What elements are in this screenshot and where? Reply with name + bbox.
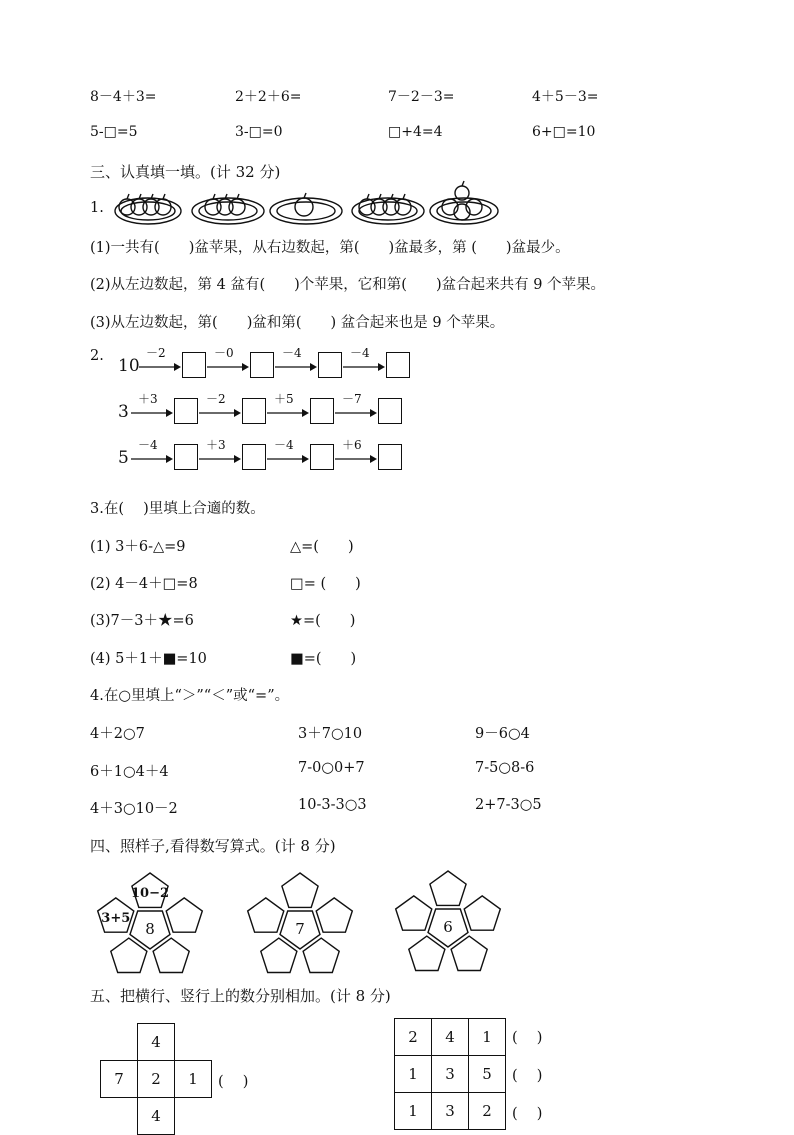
petal-pentagon[interactable]	[248, 898, 284, 932]
grid-answer-paren: ( )	[512, 1030, 543, 1046]
calc-item: 6+□=10	[532, 124, 596, 140]
arrow-icon	[130, 452, 174, 466]
chain-op-label: －4	[350, 346, 370, 360]
chain-op-label: －0	[214, 346, 234, 360]
cross-answer-paren: ( )	[218, 1074, 249, 1090]
q3-eq-3: (3)7－3＋★=6	[90, 613, 194, 629]
arrow-icon	[266, 452, 310, 466]
q4-item: 9－6○4	[475, 726, 530, 742]
grid-cell: 3	[431, 1055, 469, 1093]
answer-box[interactable]	[310, 398, 334, 424]
q3-answer-2: □= ( )	[290, 576, 361, 592]
arrow-icon	[198, 406, 242, 420]
petal-pentagon[interactable]	[430, 871, 466, 905]
arrow-icon	[138, 360, 182, 374]
chain-start-number: 10	[118, 356, 140, 376]
grid-answer-paren: ( )	[512, 1106, 543, 1122]
grid-cell: 5	[468, 1055, 506, 1093]
grid-cell: 2	[468, 1092, 506, 1130]
q3-answer-3: ★=( )	[290, 613, 356, 629]
q4-item: 7-0○0+7	[298, 760, 365, 776]
section4-title: 四、照样子,看得数写算式。(计 8 分)	[90, 837, 336, 855]
answer-box[interactable]	[174, 398, 198, 424]
arrow-icon	[274, 360, 318, 374]
chain-op-label: －4	[282, 346, 302, 360]
q4-item: 6＋1○4＋4	[90, 764, 169, 780]
answer-box[interactable]	[250, 352, 274, 378]
section3-title: 三、认真填一填。(计 32 分)	[90, 163, 281, 181]
petal-pentagon[interactable]	[396, 896, 432, 930]
center-number: 8	[145, 920, 155, 938]
chain-op-label: ＋3	[206, 438, 226, 452]
chain-start-number: 3	[118, 402, 129, 422]
chain-start-number: 5	[118, 448, 129, 468]
grid-cell: 1	[394, 1092, 432, 1130]
answer-box[interactable]	[310, 444, 334, 470]
q4-item: 2+7-3○5	[475, 797, 542, 813]
petal-expression: 10−2	[130, 886, 170, 901]
q3-eq-1: (1) 3＋6-△=9	[90, 539, 186, 555]
section5-title: 五、把横行、竖行上的数分别相加。(计 8 分)	[90, 987, 391, 1005]
cross-cell-top: 4	[137, 1023, 175, 1061]
answer-box[interactable]	[386, 352, 410, 378]
calc-item: □+4=4	[388, 124, 443, 140]
q1-line-2: (2)从左边数起，第 4 盆有( )个苹果，它和第( )盆合起来共有 9 个苹果。	[90, 277, 606, 293]
arrow-icon	[342, 360, 386, 374]
chain-op-label: －7	[342, 392, 362, 406]
q4-item: 7-5○8-6	[475, 760, 535, 776]
q3-eq-2: (2) 4－4＋□=8	[90, 576, 198, 592]
q4-item: 4＋2○7	[90, 726, 145, 742]
cross-cell-left: 7	[100, 1060, 138, 1098]
q3-title: 3.在( )里填上合適的数。	[90, 501, 265, 517]
q3-eq-4: (4) 5＋1＋■=10	[90, 651, 207, 667]
grid-cell: 4	[431, 1018, 469, 1056]
calc-item: 5-□=5	[90, 124, 138, 140]
chain-op-label: ＋5	[274, 392, 294, 406]
grid-answer-paren: ( )	[512, 1068, 543, 1084]
answer-box[interactable]	[174, 444, 198, 470]
calc-item: 4＋5－3=	[532, 89, 599, 105]
calc-item: 7－2－3=	[388, 89, 455, 105]
petal-pentagon[interactable]	[316, 898, 352, 932]
q4-item: 10-3-3○3	[298, 797, 367, 813]
grid-cell: 2	[394, 1018, 432, 1056]
cross-cell-right: 1	[174, 1060, 212, 1098]
chain-op-label: －4	[138, 438, 158, 452]
cross-cell-center: 2	[137, 1060, 175, 1098]
grid-cell: 1	[468, 1018, 506, 1056]
arrow-icon	[266, 406, 310, 420]
arrow-icon	[334, 452, 378, 466]
center-number: 7	[295, 920, 305, 938]
q4-item: 3＋7○10	[298, 726, 363, 742]
chain-op-label: ＋6	[342, 438, 362, 452]
petal-pentagon[interactable]	[282, 873, 318, 907]
calc-item: 8－4＋3=	[90, 89, 157, 105]
answer-box[interactable]	[378, 398, 402, 424]
calc-item: 2＋2＋6=	[235, 89, 302, 105]
arrow-icon	[206, 360, 250, 374]
cross-cell-bottom: 4	[137, 1097, 175, 1135]
q4-item: 4＋3○10－2	[90, 801, 178, 817]
center-number: 6	[443, 918, 453, 936]
apple-plates-illustration	[110, 180, 500, 228]
q2-number: 2.	[90, 348, 104, 364]
chain-op-label: －4	[274, 438, 294, 452]
calc-item: 3-□=0	[235, 124, 283, 140]
q1-line-3: (3)从左边数起，第( )盆和第( ) 盆合起来也是 9 个苹果。	[90, 315, 505, 331]
answer-box[interactable]	[242, 444, 266, 470]
q4-title: 4.在○里填上“＞”“＜”或“=”。	[90, 688, 290, 704]
chain-op-label: ＋3	[138, 392, 158, 406]
q1-line-1: (1)一共有( )盆苹果，从右边数起，第( )盆最多，第 ( )盆最少。	[90, 240, 570, 256]
grid-cell: 1	[394, 1055, 432, 1093]
answer-box[interactable]	[318, 352, 342, 378]
chain-op-label: －2	[206, 392, 226, 406]
answer-box[interactable]	[242, 398, 266, 424]
chain-op-label: －2	[146, 346, 166, 360]
pentagon-flowers	[90, 868, 520, 976]
q1-number: 1.	[90, 200, 104, 216]
arrow-icon	[334, 406, 378, 420]
arrow-icon	[198, 452, 242, 466]
petal-pentagon[interactable]	[166, 898, 202, 932]
q3-answer-4: ■=( )	[290, 651, 357, 667]
grid-cell: 3	[431, 1092, 469, 1130]
arrow-icon	[130, 406, 174, 420]
petal-pentagon[interactable]	[464, 896, 500, 930]
answer-box[interactable]	[182, 352, 206, 378]
petal-expression: 3+5	[101, 910, 131, 926]
q3-answer-1: △=( )	[290, 539, 354, 555]
answer-box[interactable]	[378, 444, 402, 470]
